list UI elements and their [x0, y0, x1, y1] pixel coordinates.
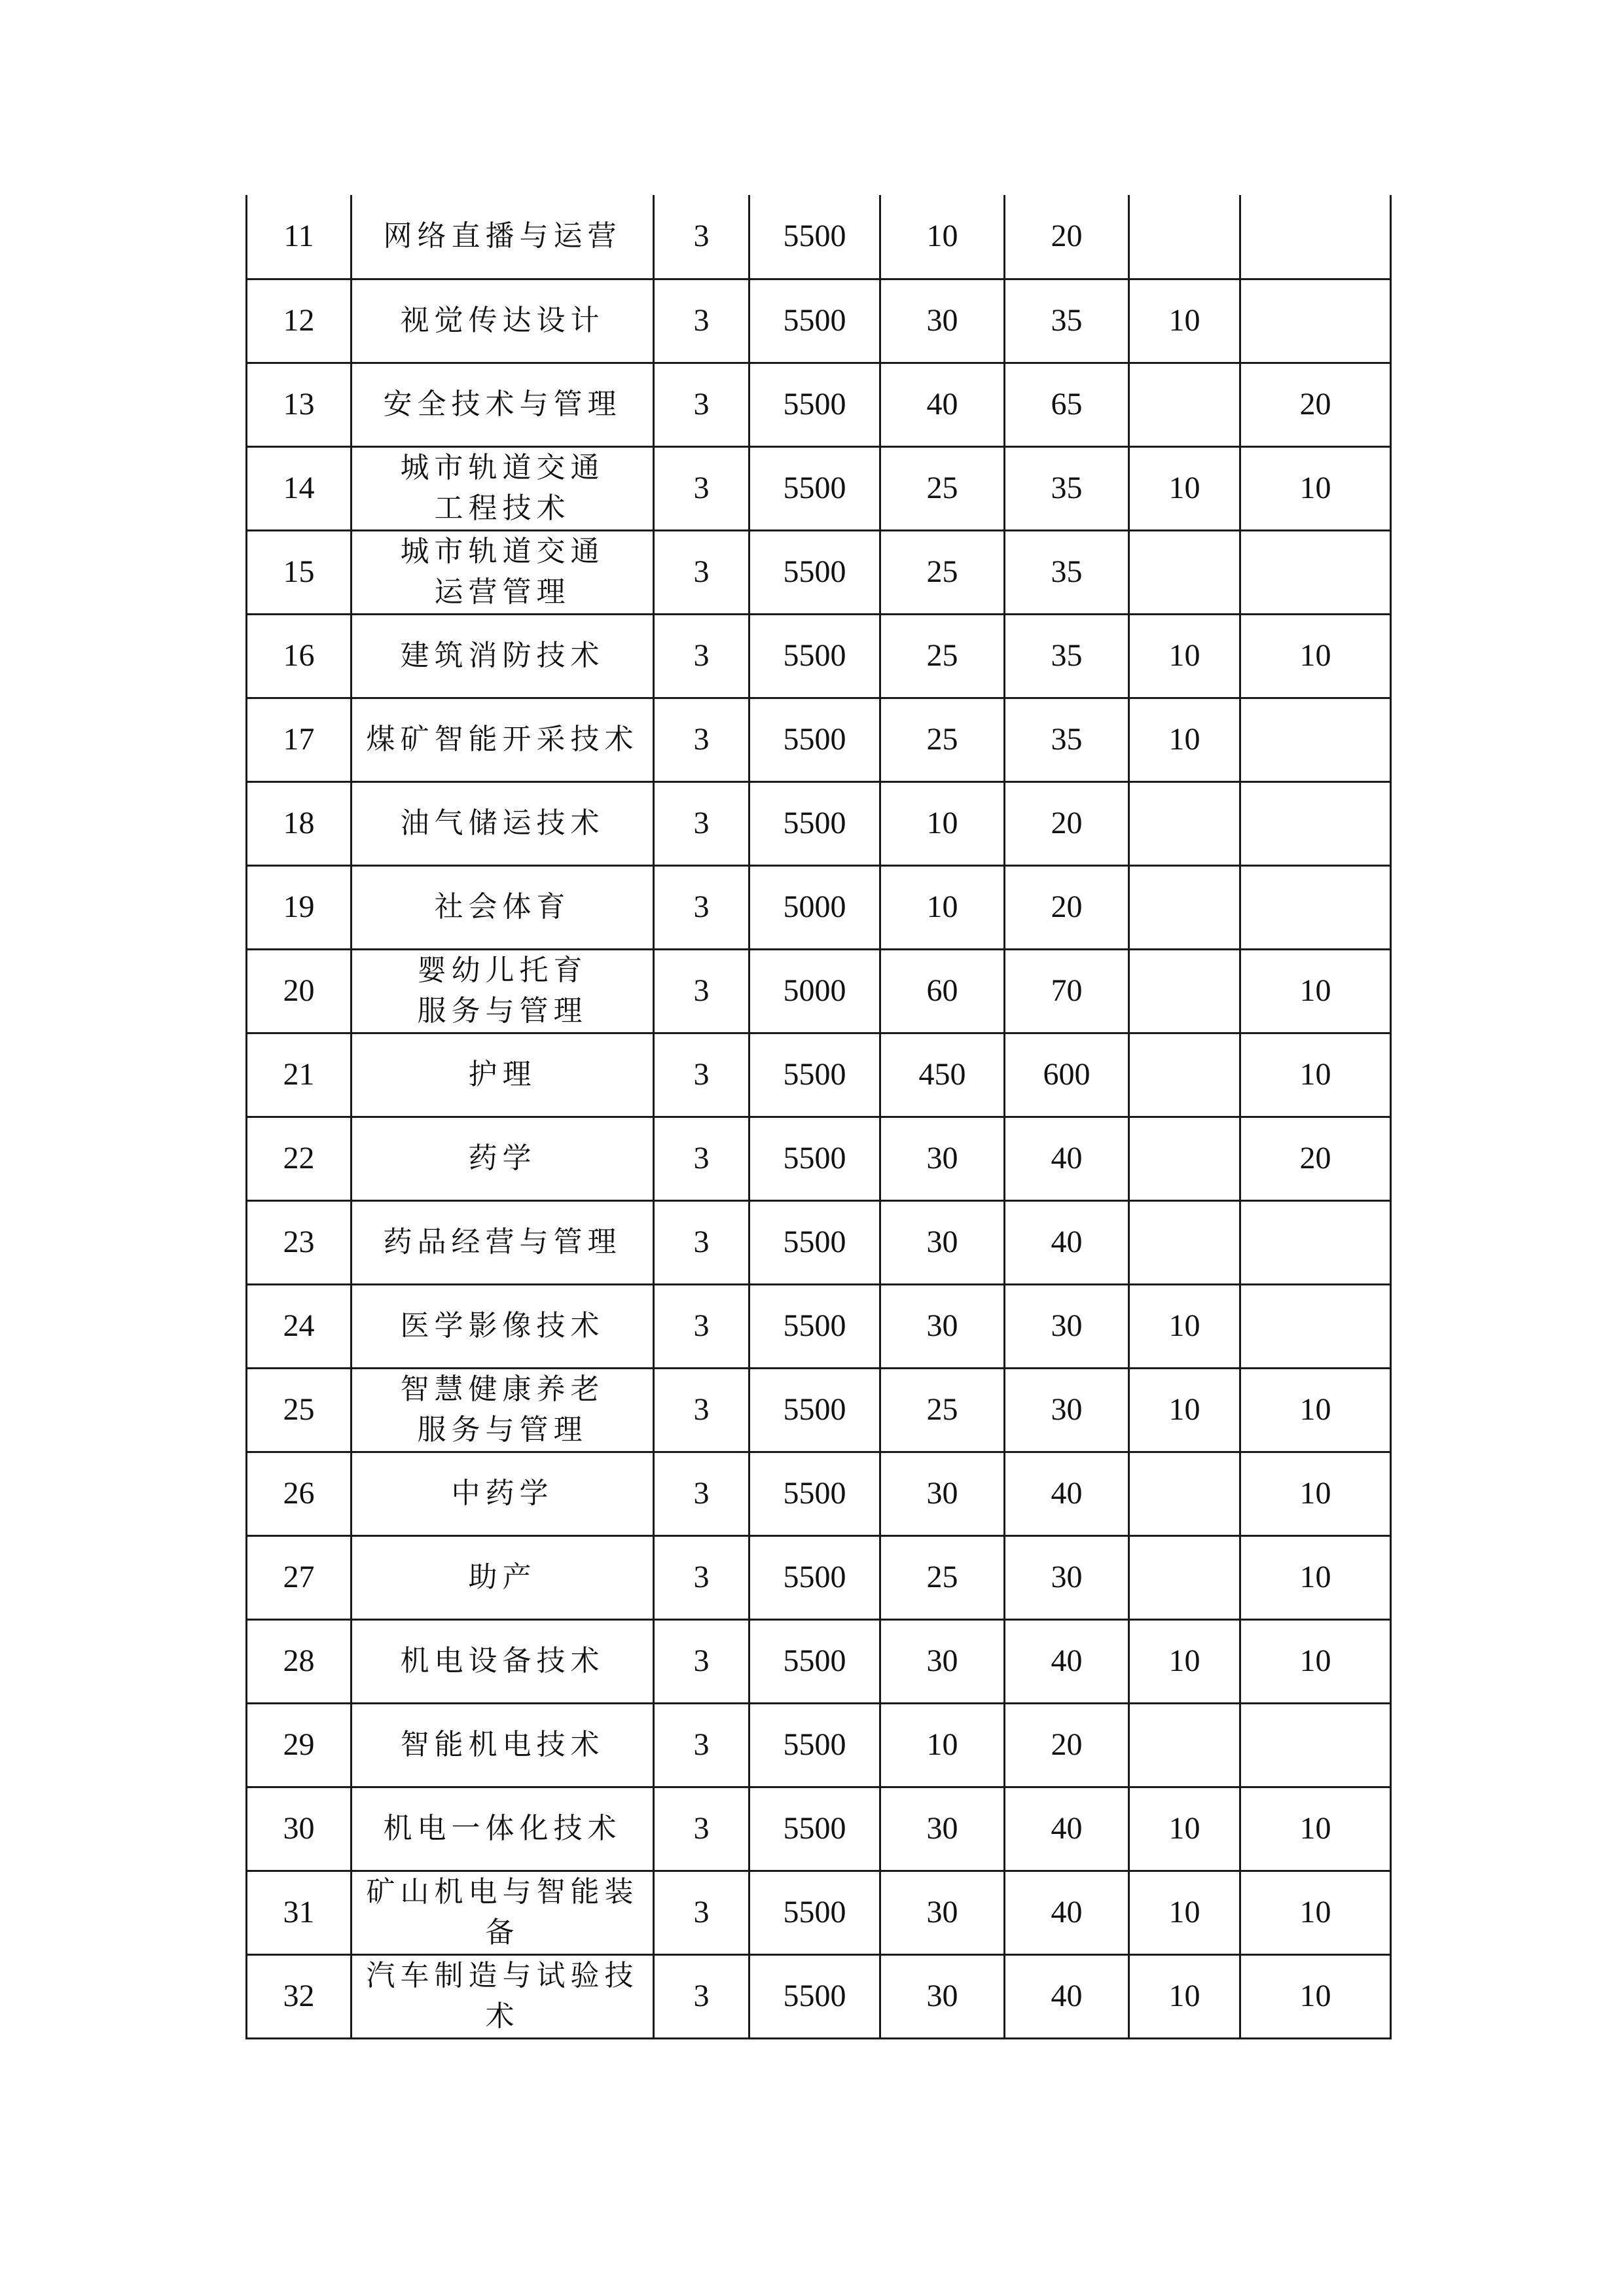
- row-number-cell: 12: [247, 279, 352, 363]
- quota-a-cell: 25: [880, 614, 1005, 698]
- quota-c-cell: 10: [1129, 1619, 1240, 1703]
- major-name-line: 服务与管理: [417, 1413, 588, 1446]
- tuition-cell: 5500: [749, 698, 880, 781]
- quota-d-cell: [1240, 1200, 1391, 1284]
- quota-b-cell: 30: [1005, 1368, 1129, 1452]
- tuition-cell: 5000: [749, 949, 880, 1033]
- tuition-cell: 5500: [749, 1871, 880, 1954]
- major-name-line: 汽车制造与试验技: [366, 1959, 639, 1992]
- duration-cell: 3: [654, 446, 749, 530]
- quota-d-cell: 10: [1240, 614, 1391, 698]
- quota-a-cell: 10: [880, 1703, 1005, 1787]
- quota-a-cell: 30: [880, 1117, 1005, 1200]
- row-number-cell: 27: [247, 1535, 352, 1619]
- quota-c-cell: 10: [1129, 1954, 1240, 2038]
- row-number-cell: 19: [247, 865, 352, 949]
- quota-b-cell: 600: [1005, 1033, 1129, 1117]
- major-name-cell: [352, 279, 654, 363]
- tuition-cell: 5500: [749, 1368, 880, 1452]
- quota-c-cell: [1129, 1200, 1240, 1284]
- tuition-cell: 5500: [749, 1284, 880, 1368]
- quota-c-cell: [1129, 1117, 1240, 1200]
- tuition-cell: 5500: [749, 1535, 880, 1619]
- quota-a-cell: 25: [880, 698, 1005, 781]
- quota-a-cell: 60: [880, 949, 1005, 1033]
- tuition-cell: 5500: [749, 363, 880, 446]
- row-number-cell: 28: [247, 1619, 352, 1703]
- table-row: [247, 1787, 1391, 1871]
- quota-b-cell: 35: [1005, 530, 1129, 614]
- quota-d-cell: 20: [1240, 363, 1391, 446]
- table-row: [247, 1200, 1391, 1284]
- duration-cell: 3: [654, 1619, 749, 1703]
- quota-b-cell: 35: [1005, 279, 1129, 363]
- quota-a-cell: 30: [880, 1452, 1005, 1535]
- quota-b-cell: 20: [1005, 1703, 1129, 1787]
- table-row: [247, 1871, 1391, 1954]
- table-row: [247, 614, 1391, 698]
- major-name-line: 煤矿智能开采技术: [366, 723, 639, 756]
- duration-cell: 3: [654, 1033, 749, 1117]
- quota-b-cell: 30: [1005, 1535, 1129, 1619]
- quota-d-cell: 10: [1240, 1871, 1391, 1954]
- quota-b-cell: 40: [1005, 1200, 1129, 1284]
- quota-b-cell: 40: [1005, 1871, 1129, 1954]
- major-name-cell: [352, 1200, 654, 1284]
- major-name-line: 机电一体化技术: [383, 1812, 622, 1845]
- quota-c-cell: 10: [1129, 1871, 1240, 1954]
- quota-a-cell: 30: [880, 1871, 1005, 1954]
- major-name-line: 运营管理: [434, 575, 571, 609]
- quota-a-cell: 30: [880, 1954, 1005, 2038]
- table-row: [247, 1284, 1391, 1368]
- duration-cell: 3: [654, 363, 749, 446]
- quota-d-cell: 20: [1240, 1117, 1391, 1200]
- row-number-cell: 31: [247, 1871, 352, 1954]
- tuition-cell: 5500: [749, 1787, 880, 1871]
- quota-d-cell: 10: [1240, 1954, 1391, 2038]
- major-name-cell: [352, 1535, 654, 1619]
- quota-b-cell: 40: [1005, 1954, 1129, 2038]
- table-row: [247, 1117, 1391, 1200]
- table-row: [247, 1954, 1391, 2038]
- major-name-cell: [352, 1368, 654, 1452]
- major-name-line: 服务与管理: [417, 994, 588, 1028]
- quota-c-cell: 10: [1129, 446, 1240, 530]
- duration-cell: 3: [654, 1284, 749, 1368]
- major-name-cell: [352, 530, 654, 614]
- quota-a-cell: 450: [880, 1033, 1005, 1117]
- major-name-line: 备: [485, 1916, 520, 1949]
- quota-b-cell: 40: [1005, 1619, 1129, 1703]
- major-name-line: 工程技术: [434, 492, 571, 525]
- table-row: [247, 781, 1391, 865]
- duration-cell: 3: [654, 781, 749, 865]
- quota-d-cell: 10: [1240, 1535, 1391, 1619]
- major-name-line: 智能机电技术: [400, 1728, 605, 1761]
- quota-c-cell: 10: [1129, 614, 1240, 698]
- quota-d-cell: [1240, 781, 1391, 865]
- major-name-cell: [352, 446, 654, 530]
- tuition-cell: 5500: [749, 279, 880, 363]
- row-number-cell: 14: [247, 446, 352, 530]
- duration-cell: 3: [654, 1954, 749, 2038]
- quota-a-cell: 25: [880, 446, 1005, 530]
- quota-c-cell: [1129, 949, 1240, 1033]
- row-number-cell: 15: [247, 530, 352, 614]
- major-name-line: 助产: [468, 1560, 537, 1594]
- major-name-line: 药品经营与管理: [383, 1225, 622, 1259]
- major-name-cell: [352, 1117, 654, 1200]
- table-row: [247, 1452, 1391, 1535]
- major-name-line: 机电设备技术: [400, 1644, 605, 1677]
- major-name-line: 中药学: [451, 1477, 554, 1510]
- major-name-line: 医学影像技术: [400, 1309, 605, 1342]
- quota-d-cell: [1240, 195, 1391, 279]
- table-row: [247, 1368, 1391, 1452]
- row-number-cell: 13: [247, 363, 352, 446]
- quota-c-cell: [1129, 1452, 1240, 1535]
- quota-a-cell: 30: [880, 1619, 1005, 1703]
- quota-c-cell: [1129, 363, 1240, 446]
- quota-d-cell: 10: [1240, 1452, 1391, 1535]
- major-name-line: 术: [485, 2000, 520, 2033]
- duration-cell: 3: [654, 614, 749, 698]
- major-name-cell: [352, 865, 654, 949]
- tuition-cell: 5500: [749, 781, 880, 865]
- quota-a-cell: 25: [880, 1535, 1005, 1619]
- quota-d-cell: [1240, 530, 1391, 614]
- quota-c-cell: 10: [1129, 1284, 1240, 1368]
- duration-cell: 3: [654, 1452, 749, 1535]
- duration-cell: 3: [654, 1117, 749, 1200]
- table-row: [247, 698, 1391, 781]
- duration-cell: 3: [654, 1871, 749, 1954]
- quota-b-cell: 30: [1005, 1284, 1129, 1368]
- quota-d-cell: 10: [1240, 949, 1391, 1033]
- major-name-cell: [352, 1871, 654, 1954]
- major-name-cell: [352, 781, 654, 865]
- quota-d-cell: 10: [1240, 1787, 1391, 1871]
- tuition-cell: 5500: [749, 530, 880, 614]
- tuition-cell: 5500: [749, 1619, 880, 1703]
- duration-cell: 3: [654, 1200, 749, 1284]
- major-name-line: 婴幼儿托育: [417, 954, 588, 987]
- table-row: [247, 195, 1391, 279]
- duration-cell: 3: [654, 279, 749, 363]
- quota-c-cell: [1129, 1703, 1240, 1787]
- major-name-line: 智慧健康养老: [400, 1372, 605, 1406]
- row-number-cell: 29: [247, 1703, 352, 1787]
- tuition-cell: 5500: [749, 1117, 880, 1200]
- table-row: [247, 865, 1391, 949]
- row-number-cell: 17: [247, 698, 352, 781]
- quota-a-cell: 10: [880, 865, 1005, 949]
- duration-cell: 3: [654, 949, 749, 1033]
- majors-table: [245, 195, 1392, 2039]
- duration-cell: 3: [654, 865, 749, 949]
- quota-b-cell: 40: [1005, 1787, 1129, 1871]
- major-name-cell: [352, 195, 654, 279]
- tuition-cell: 5500: [749, 1452, 880, 1535]
- quota-c-cell: [1129, 1535, 1240, 1619]
- tuition-cell: 5500: [749, 195, 880, 279]
- quota-d-cell: [1240, 1703, 1391, 1787]
- major-name-line: 社会体育: [434, 890, 571, 924]
- tuition-cell: 5500: [749, 614, 880, 698]
- quota-c-cell: [1129, 865, 1240, 949]
- major-name-cell: [352, 1703, 654, 1787]
- tuition-cell: 5500: [749, 1200, 880, 1284]
- quota-b-cell: 35: [1005, 614, 1129, 698]
- duration-cell: 3: [654, 1535, 749, 1619]
- quota-c-cell: 10: [1129, 1787, 1240, 1871]
- duration-cell: 3: [654, 1787, 749, 1871]
- quota-d-cell: [1240, 1284, 1391, 1368]
- row-number-cell: 20: [247, 949, 352, 1033]
- duration-cell: 3: [654, 530, 749, 614]
- row-number-cell: 30: [247, 1787, 352, 1871]
- row-number-cell: 11: [247, 195, 352, 279]
- tuition-cell: 5500: [749, 1954, 880, 2038]
- major-name-cell: [352, 1284, 654, 1368]
- row-number-cell: 25: [247, 1368, 352, 1452]
- major-name-cell: [352, 1452, 654, 1535]
- major-name-line: 城市轨道交通: [400, 451, 605, 484]
- major-name-cell: [352, 698, 654, 781]
- major-name-cell: [352, 1954, 654, 2038]
- major-name-line: 建筑消防技术: [400, 639, 605, 672]
- row-number-cell: 26: [247, 1452, 352, 1535]
- major-name-line: 安全技术与管理: [383, 387, 622, 421]
- row-number-cell: 22: [247, 1117, 352, 1200]
- major-name-line: 药学: [468, 1141, 537, 1175]
- row-number-cell: 32: [247, 1954, 352, 2038]
- quota-b-cell: 40: [1005, 1117, 1129, 1200]
- major-name-cell: [352, 363, 654, 446]
- table-row: [247, 446, 1391, 530]
- quota-b-cell: 35: [1005, 698, 1129, 781]
- duration-cell: 3: [654, 195, 749, 279]
- quota-c-cell: 10: [1129, 279, 1240, 363]
- quota-c-cell: 10: [1129, 1368, 1240, 1452]
- row-number-cell: 23: [247, 1200, 352, 1284]
- major-name-cell: [352, 949, 654, 1033]
- quota-d-cell: [1240, 279, 1391, 363]
- table-row: [247, 363, 1391, 446]
- major-name-cell: [352, 1787, 654, 1871]
- table-row: [247, 1535, 1391, 1619]
- table-row: [247, 530, 1391, 614]
- tuition-cell: 5000: [749, 865, 880, 949]
- major-name-line: 护理: [468, 1058, 537, 1091]
- major-name-line: 矿山机电与智能装: [366, 1875, 639, 1909]
- quota-a-cell: 25: [880, 1368, 1005, 1452]
- tuition-cell: 5500: [749, 1033, 880, 1117]
- table-body: [247, 195, 1391, 2038]
- tuition-cell: 5500: [749, 1703, 880, 1787]
- quota-b-cell: 70: [1005, 949, 1129, 1033]
- quota-c-cell: [1129, 195, 1240, 279]
- major-name-cell: [352, 614, 654, 698]
- quota-c-cell: [1129, 530, 1240, 614]
- major-name-line: 网络直播与运营: [383, 219, 622, 253]
- duration-cell: 3: [654, 1703, 749, 1787]
- duration-cell: 3: [654, 698, 749, 781]
- quota-b-cell: 20: [1005, 781, 1129, 865]
- major-name-line: 油气储运技术: [400, 806, 605, 840]
- table-row: [247, 1703, 1391, 1787]
- quota-a-cell: 30: [880, 1284, 1005, 1368]
- tuition-cell: 5500: [749, 446, 880, 530]
- major-name-cell: [352, 1619, 654, 1703]
- quota-d-cell: [1240, 698, 1391, 781]
- table-row: [247, 279, 1391, 363]
- quota-d-cell: 10: [1240, 446, 1391, 530]
- quota-d-cell: [1240, 865, 1391, 949]
- row-number-cell: 21: [247, 1033, 352, 1117]
- quota-a-cell: 40: [880, 363, 1005, 446]
- quota-b-cell: 20: [1005, 865, 1129, 949]
- quota-d-cell: 10: [1240, 1033, 1391, 1117]
- quota-c-cell: [1129, 1033, 1240, 1117]
- row-number-cell: 24: [247, 1284, 352, 1368]
- quota-d-cell: 10: [1240, 1368, 1391, 1452]
- quota-c-cell: 10: [1129, 698, 1240, 781]
- major-name-cell: [352, 1033, 654, 1117]
- quota-a-cell: 30: [880, 1200, 1005, 1284]
- table-row: [247, 949, 1391, 1033]
- quota-b-cell: 40: [1005, 1452, 1129, 1535]
- major-name-line: 视觉传达设计: [400, 304, 605, 337]
- quota-a-cell: 25: [880, 530, 1005, 614]
- quota-b-cell: 65: [1005, 363, 1129, 446]
- quota-a-cell: 10: [880, 781, 1005, 865]
- table-row: [247, 1033, 1391, 1117]
- quota-d-cell: 10: [1240, 1619, 1391, 1703]
- quota-a-cell: 10: [880, 195, 1005, 279]
- duration-cell: 3: [654, 1368, 749, 1452]
- quota-a-cell: 30: [880, 279, 1005, 363]
- row-number-cell: 18: [247, 781, 352, 865]
- quota-b-cell: 20: [1005, 195, 1129, 279]
- major-name-line: 城市轨道交通: [400, 535, 605, 568]
- quota-c-cell: [1129, 781, 1240, 865]
- row-number-cell: 16: [247, 614, 352, 698]
- quota-b-cell: 35: [1005, 446, 1129, 530]
- quota-a-cell: 30: [880, 1787, 1005, 1871]
- table-row: [247, 1619, 1391, 1703]
